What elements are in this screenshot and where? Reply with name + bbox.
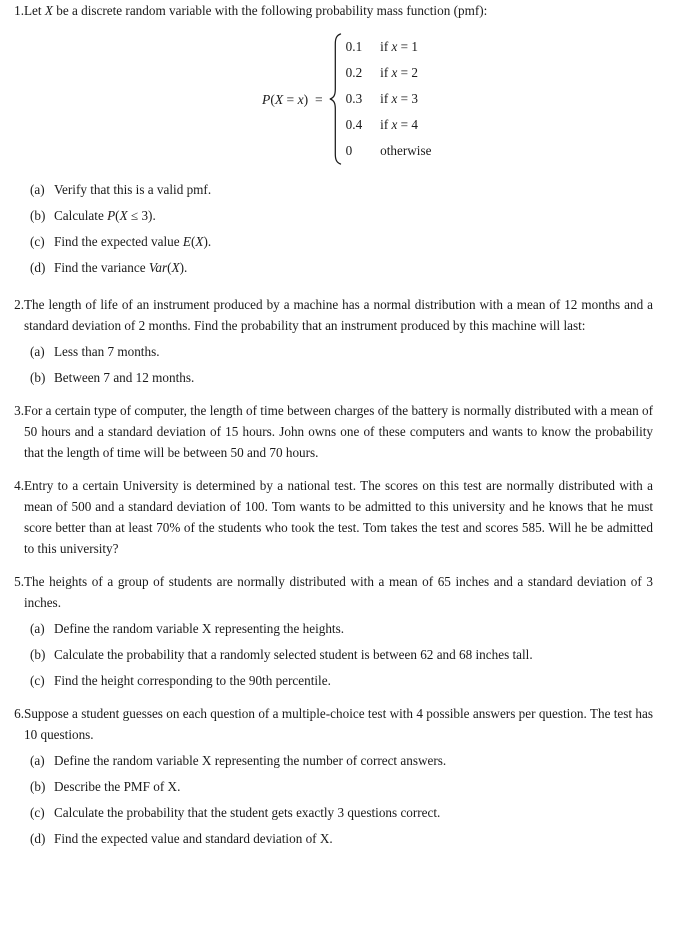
subitem-label: (b) xyxy=(30,779,46,794)
subitem-label: (b) xyxy=(30,370,46,385)
question-item-6 xyxy=(0,703,677,849)
pmf-case-condition: if x = 1 xyxy=(380,39,418,54)
subitem-label: (c) xyxy=(30,805,45,820)
subitem-5c xyxy=(30,670,677,691)
left-curly-brace-icon xyxy=(329,33,342,165)
subitem-text: Find the expected value E(X). xyxy=(54,234,212,249)
question-item-2 xyxy=(0,294,677,388)
subitem-label: (a) xyxy=(30,344,45,359)
subitem-2b xyxy=(30,367,677,388)
subitem-text: Find the variance Var(X). xyxy=(54,260,188,275)
subitem-text: Calculate P(X ≤ 3). xyxy=(54,208,156,223)
subitem-1a xyxy=(30,179,677,200)
subitem-list-1 xyxy=(24,179,677,278)
pmf-equation-row xyxy=(262,33,431,165)
pmf-equation-block xyxy=(24,33,677,165)
pmf-case-condition: if x = 4 xyxy=(380,117,418,132)
question-text-4: Entry to a certain University is determined by a national test. The scores on this test are normally distributed with a mean of 500 and a standard deviation of 100. Tom wants to be admitted to this university and he knows that he must score better than at least 70% of the students who took the test. Tom takes the test and scores 585. Will he be admitted to this university? xyxy=(24,478,653,556)
subitem-6b xyxy=(30,776,677,797)
subitem-text: Define the random variable X representing the number of correct answers. xyxy=(54,753,447,768)
subitem-text: Define the random variable X representing the heights. xyxy=(54,621,345,636)
question-item-3 xyxy=(0,400,677,463)
question-text-6: Suppose a student guesses on each question of a multiple-choice test with 4 possible answers per question. The test has 10 questions. xyxy=(24,706,653,742)
subitem-6d xyxy=(30,828,677,849)
pmf-case-condition: if x = 2 xyxy=(380,65,418,80)
subitem-1c xyxy=(30,231,677,252)
subitem-text: Calculate the probability that the student gets exactly 3 questions correct. xyxy=(54,805,441,820)
subitem-5a xyxy=(30,618,677,639)
subitem-1b xyxy=(30,205,677,226)
subitem-label: (d) xyxy=(30,831,46,846)
question-number-3: 3. xyxy=(14,403,24,418)
pmf-case-value: 0 xyxy=(345,143,353,158)
subitem-label: (a) xyxy=(30,753,45,768)
pmf-equation-lhs: P(X = x) = xyxy=(262,91,323,107)
subitem-6a xyxy=(30,750,677,771)
subitem-text: Between 7 and 12 months. xyxy=(54,370,195,385)
pmf-case-condition: if x = 3 xyxy=(380,91,418,106)
subitem-text: Describe the PMF of X. xyxy=(54,779,181,794)
math-var-x: X xyxy=(44,3,53,18)
subitem-label: (c) xyxy=(30,234,45,249)
subitem-label: (a) xyxy=(30,182,45,197)
pmf-cases xyxy=(346,34,432,164)
subitem-5b xyxy=(30,644,677,665)
pmf-case-value: 0.4 xyxy=(345,117,363,132)
subitem-text: Less than 7 months. xyxy=(54,344,160,359)
subitem-text: Find the expected value and standard deviation of X. xyxy=(54,831,333,846)
subitem-label: (b) xyxy=(30,208,46,223)
subitem-text: Calculate the probability that a randomly selected student is between 62 and 68 inches tall. xyxy=(54,647,533,662)
subitem-text: Verify that this is a valid pmf. xyxy=(54,182,212,197)
subitem-label: (d) xyxy=(30,260,46,275)
subitem-2a xyxy=(30,341,677,362)
question-number-2: 2. xyxy=(14,297,24,312)
question-item-5 xyxy=(0,571,677,691)
question-number-4: 4. xyxy=(14,478,24,493)
question-text-1: Let X be a discrete random variable with the following probability mass function (pmf): xyxy=(24,3,488,18)
subitem-list-5 xyxy=(24,618,677,691)
question-number-6: 6. xyxy=(14,706,24,721)
subitem-text: Find the height corresponding to the 90th percentile. xyxy=(54,673,331,688)
subitem-6c xyxy=(30,802,677,823)
subitem-label: (c) xyxy=(30,673,45,688)
question-number-1: 1. xyxy=(14,3,24,18)
subitem-label: (a) xyxy=(30,621,45,636)
subitem-list-2 xyxy=(24,341,677,388)
question-item-4 xyxy=(0,475,677,559)
question-item-1 xyxy=(0,0,677,278)
pmf-case-condition: otherwise xyxy=(380,143,432,158)
subitem-1d xyxy=(30,257,677,278)
question-text-2: The length of life of an instrument produced by a machine has a normal distribution with a mean of 12 months and a standard deviation of 2 months. Find the probability that an instrument produced by this machine will last: xyxy=(24,297,653,333)
pmf-case-value: 0.3 xyxy=(345,91,363,106)
pmf-case-value: 0.1 xyxy=(345,39,363,54)
pmf-case-value: 0.2 xyxy=(345,65,363,80)
subitem-list-6 xyxy=(24,750,677,849)
subitem-label: (b) xyxy=(30,647,46,662)
question-text-3: For a certain type of computer, the length of time between charges of the battery is normally distributed with a mean of 50 hours and a standard deviation of 15 hours. John owns one of these computers and wants to know the probability that the length of time will be between 50 and 70 hours. xyxy=(24,403,653,460)
question-text-5: The heights of a group of students are normally distributed with a mean of 65 inches and a standard deviation of 3 inches. xyxy=(24,574,653,610)
question-number-5: 5. xyxy=(14,574,24,589)
